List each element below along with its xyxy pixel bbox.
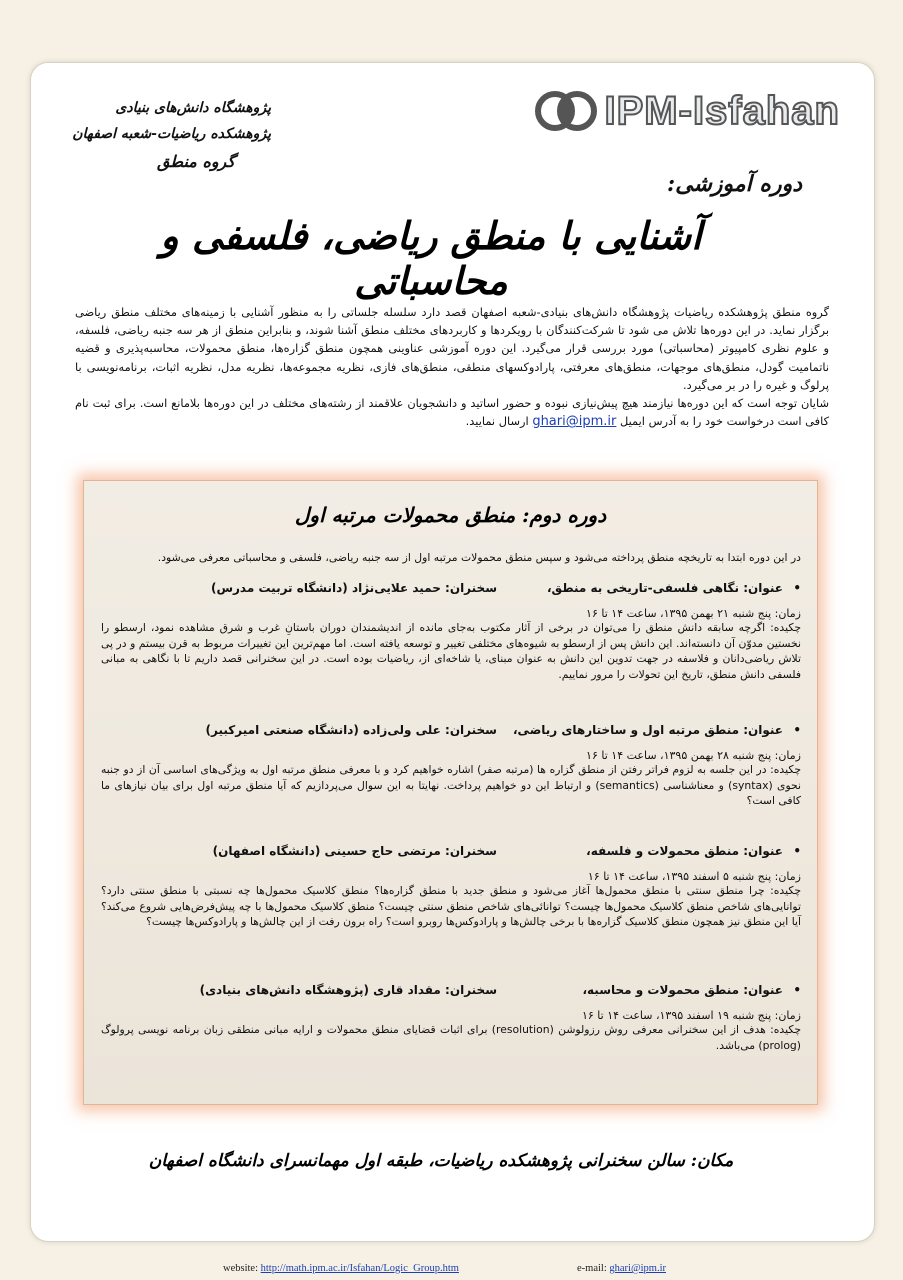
institute-block (71, 95, 271, 175)
talk-speaker: سخنران: حمید علایی‌نژاد (دانشگاه تربیت مدرس) (210, 581, 497, 595)
registration-suffix: ارسال نمایید. (465, 414, 529, 429)
logo-text: IPM-Isfahan (604, 88, 840, 133)
group-name: گروه منطق (157, 152, 235, 171)
footer (223, 1263, 666, 1274)
registration-email-link[interactable]: ghari@ipm.ir (532, 414, 617, 430)
bullet-icon: • (793, 844, 801, 858)
course-title: آشنایی با منطق ریاضی، فلسفی و محاسباتی (160, 213, 702, 303)
talk-item (101, 983, 801, 1053)
institute-branch: پژوهشکده ریاضیات-شعبه اصفهان (72, 126, 271, 142)
poster (30, 62, 875, 1274)
talk-title: عنوان: نگاهی فلسفی-تاریخی به منطق، (546, 581, 783, 595)
talk-speaker: سخنران: مقداد قاری (پژوهشگاه دانش‌های بنیادی) (199, 983, 497, 997)
intro-paragraph: گروه منطق پژوهشکده ریاضیات پژوهشگاه دانش‌های بنیادی-شعبه اصفهان قصد دارد سلسله جلساتی را به منظور آشنایی با زمینه‌های مختلف منطق ریاضی برگزار نماید. در این دوره‌ها تلاش می شود تا شرکت‌کنندگان با رویکردها و کاربردهای مختلف منطق آشنا شوند، و بنابراین منطق از هر سه جنبه ریاضی، فلسفه، و علوم نظری کامپیوتر (محاسباتی) مورد بررسی قرار می‌گیرد. این دوره آموزشی عناوینی همچون منطق گزاره‌ها، منطق محمولات، محاسبه‌پذیری و قضیه ناتمامیت گودل، منطق‌های موجهات، منطق‌های معرفتی، پارادوکسهای منطقی، منطق‌های فازی، نظریه مجموعه‌ها، نظریه مدل، نظریه اثبات، برنامه‌نویسی با پرلوگ و غیره را در بر می‌گیرد. (75, 305, 829, 392)
registration-paragraph (75, 394, 829, 431)
box-intro: در این دوره ابتدا به تاریخچه منطق پرداخته می‌شود و سپس منطق محمولات مرتبه اول از سه جنبه ریاضی، فلسفی و محاسباتی معرفی می‌شود. (157, 551, 801, 564)
box-title: دوره دوم: منطق محمولات مرتبه اول (294, 503, 607, 527)
talk-time: زمان: پنج شنبه ۲۸ بهمن ۱۳۹۵، ساعت ۱۴ تا ۱۶ (586, 749, 801, 762)
registration-text: شایان توجه است که این دوره‌ها نیازمند هیچ پیش‌نیازی نبوده و حضور اساتید و دانشجویان علاقمند از رشته‌های مختلف در این دوره‌ها بلامانع است. برای ثبت نام کافی است درخواست خود را به آدرس ایمیل (75, 396, 829, 429)
talk-abstract: چکیده: در این جلسه به لزوم فراتر رفتن از منطق گزاره ها (مرتبه صفر) اشاره خواهیم کرد و با معرفی منطق مرتبه اول به ویژگی‌های اساسی آن از دو جنبه نحوی (syntax) و معناشناسی (semantics) و ارتباط این دو خواهیم پرداخت. نهایتا به این سوال می‌پردازیم که آیا منطق مرتبه اول برای بیان نیازهای ما کافی است؟ (101, 763, 801, 808)
ipm-logo (535, 81, 840, 141)
bullet-icon: • (793, 983, 801, 997)
talk-time: زمان: پنج شنبه ۱۹ اسفند ۱۳۹۵، ساعت ۱۴ تا ۱۶ (581, 1009, 801, 1022)
course-label: دوره آموزشی: (666, 171, 802, 197)
course-box (83, 480, 818, 1105)
talk-title: عنوان: منطق مرتبه اول و ساختارهای ریاضی، (513, 723, 783, 737)
talk-item (101, 844, 801, 930)
talk-item (101, 581, 801, 682)
bullet-icon: • (793, 723, 801, 737)
email-link[interactable]: ghari@ipm.ir (609, 1263, 666, 1274)
talk-time: زمان: پنج شنبه ۲۱ بهمن ۱۳۹۵، ساعت ۱۴ تا ۱۶ (586, 607, 801, 620)
talk-title: عنوان: منطق محمولات و فلسفه، (586, 844, 783, 858)
talk-abstract: چکیده: اگرچه سابقه دانش منطق را می‌توان در برخی از آثار مکتوب به‌جای مانده از اندیشمندان دوران باستانِ غرب و شرق مشاهده نمود، ارسطو را نخستین مدوّن آن دانسته‌اند. این دانش پس از ارسطو به شیوه‌های مختلفی تغییر و توسعه یافته است. اما مهم‌ترین این تغییرات مربوط به قرن بیستم و در پی تلاش ریاضی‌دانان و فلاسفه در جهت تدوین این دانش به عنوان مبنای، یا شاخه‌ای از، ریاضیات بوده است. در این سخنرانی قصد داریم تا با نگاهی به مبانی فلسفی دانش منطق، تاریخ این تحولات را مرور نماییم. (101, 621, 801, 681)
ipm-emblem-icon (535, 88, 597, 134)
talk-abstract: چکیده: هدف از این سخنرانی معرفی روش رزولوشن (resolution) برای اثبات قضایای منطق محمولات و ارایه مبانی منطقی زبان برنامه نویسی پرولوگ (prolog) می‌باشد. (101, 1023, 801, 1052)
bullet-icon: • (793, 581, 801, 595)
talk-speaker: سخنران: مرتضی حاج حسینی (دانشگاه اصفهان) (212, 844, 497, 858)
talk-time: زمان: پنج شنبه ۵ اسفند ۱۳۹۵، ساعت ۱۴ تا ۱۶ (587, 870, 801, 883)
talk-abstract: چکیده: چرا منطق سنتی با منطق محمول‌ها آغاز می‌شود و منطق جدید با منطق گزاره‌ها؟ منطق کلاسیک محمول‌ها چه نسبتی با منطق سنتی دارد؟ توانایی‌های شاخص منطق کلاسیک محمول‌ها چیست؟ توانائی‌های شاخص منطق سنتی چیست؟ منطق کلاسیک محمول‌ها با چه پیش‌فرض‌هایی شروع می‌کند؟ آیا این منطق نیز همچون منطق کلاسیک گزاره‌ها با برخی چالش‌ها و پارادوکس‌ها روبرو است؟ راه برون رفت از این چالش‌ها و پارادوکس‌ها چیست؟ (101, 884, 801, 929)
talk-speaker: سخنران: علی ولی‌زاده (دانشگاه صنعتی امیرکبیر) (205, 723, 497, 737)
email-label: e-mail: (577, 1263, 607, 1274)
website-label: website: (223, 1263, 258, 1274)
venue: مکان: سالن سخنرانی پژوهشکده ریاضیات، طبقه اول مهمانسرای دانشگاه اصفهان (148, 1151, 734, 1171)
talk-item (101, 723, 801, 809)
intro-text (75, 303, 829, 431)
institute-name: پژوهشگاه دانش‌های بنیادی (115, 100, 271, 116)
website-link[interactable]: http://math.ipm.ac.ir/Isfahan/Logic_Group.htm (260, 1263, 459, 1274)
talk-title: عنوان: منطق محمولات و محاسبه، (582, 983, 783, 997)
